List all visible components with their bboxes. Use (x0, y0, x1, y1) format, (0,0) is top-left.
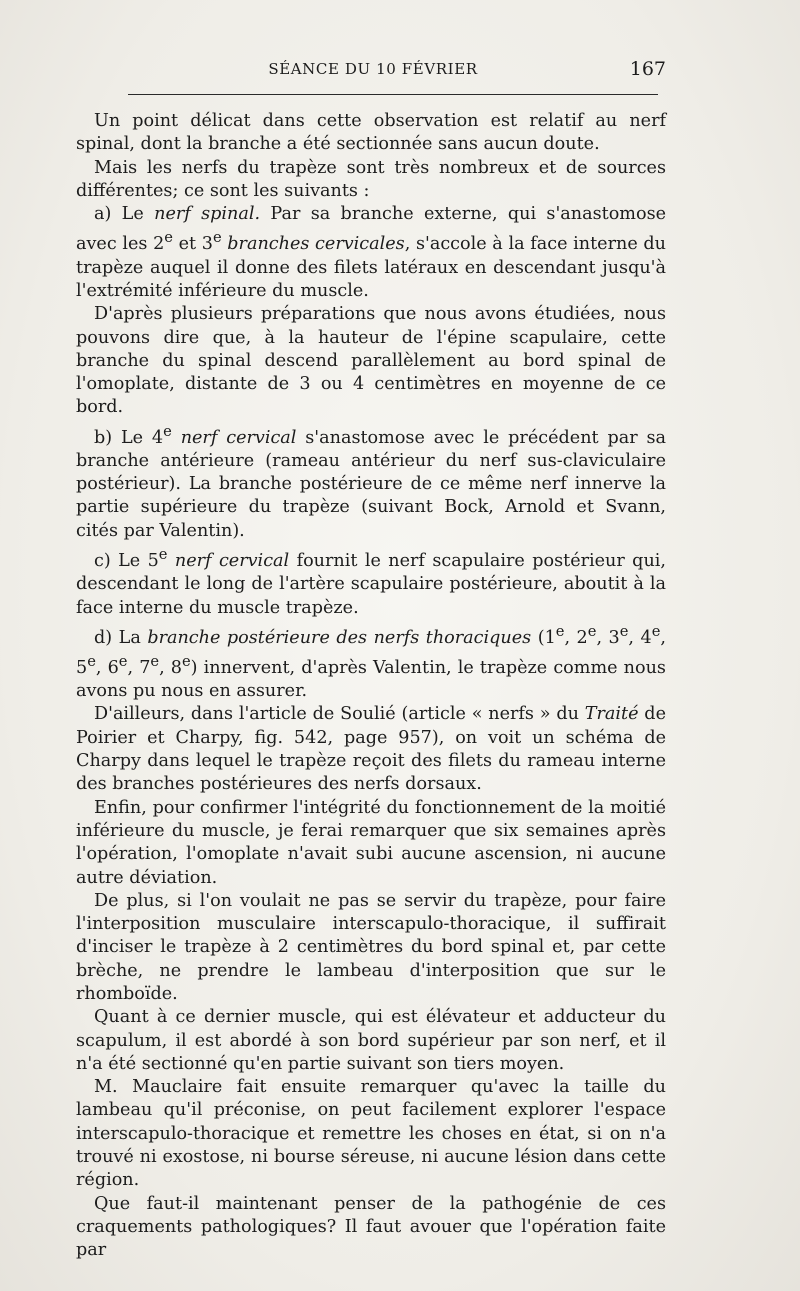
ordinal-sup: e (212, 229, 222, 247)
text-run: , 2 (564, 627, 588, 648)
page-number: 167 (629, 58, 666, 80)
text-run: , 8 (159, 657, 182, 678)
header-rule (128, 94, 658, 95)
text-run: et 3 (172, 234, 213, 255)
paragraph-13 (76, 1193, 666, 1263)
paragraph-12-text: M. Mauclaire fait ensuite remarquer qu'avec la taille du lambeau qu'il préconise, on peut facilement explorer l'espace interscapulo-thoracique et remettre les choses en état, si on n'a trouvé ni exostose, ni bourse séreuse, ni aucune lésion dans cette région. (76, 1077, 666, 1191)
ordinal-sup: e (181, 652, 191, 670)
text-run (172, 428, 181, 448)
text-run: , 6 (95, 657, 119, 678)
paragraph-13-text: Que faut-il maintenant penser de la pathogénie de ces craquements pathologiques? Il faut avouer que l'opération faite par (76, 1193, 666, 1261)
paragraph-4 (76, 303, 666, 419)
ordinal-sup: e (163, 422, 172, 440)
paragraph-6 (76, 543, 666, 620)
italic-term: nerf cervical (180, 427, 297, 448)
text-run: Par sa branche externe, qui s'anastomose avec les 2 (76, 204, 667, 255)
ordinal-sup: e (651, 622, 661, 640)
paragraph-1-text: Un point délicat dans cette observation est relatif au nerf spinal, dont la branche a été sectionnée sans aucun doute. (76, 111, 666, 155)
page-header (80, 58, 666, 88)
paragraph-10 (76, 890, 666, 1006)
ordinal-sup: e (158, 546, 168, 564)
paragraph-4-text: D'après plusieurs préparations que nous avons étudiées, nous pouvons dire que, à la hauteur de l'épine scapulaire, cette branche du spinal descend parallèlement au bord spinal de l'omoplate, distante de 3 ou 4 centimètres en moyenne de ce bord. (76, 304, 666, 418)
body-text (76, 110, 666, 1263)
paragraph-11 (76, 1006, 666, 1076)
text-run (167, 551, 174, 571)
paragraph-12 (76, 1076, 666, 1192)
ordinal-sup: e (587, 622, 597, 640)
text-run: s'anastomose avec le précédent par sa branche antérieure (rameau antérieur du nerf sus-claviculaire postérieur). La branche postérieure de ce même nerf innerve la partie supérieure du trapèze (suivant Bock, Arnold et Svann, cités par Valentin). (76, 427, 666, 541)
text-run: , 3 (596, 627, 620, 648)
ordinal-sup: e (555, 622, 565, 640)
text-run: a) Le (94, 204, 155, 225)
text-run: d) La (94, 627, 148, 648)
text-run: fournit le nerf scapulaire postérieur qui, descendant le long de l'artère scapulaire postérieure, aboutit à la face interne du muscle trapèze. (76, 550, 666, 618)
paragraph-2-text: Mais les nerfs du trapèze sont très nombreux et de sources différentes; ce sont les suivants : (76, 157, 666, 201)
paragraph-9-text: Enfin, pour confirmer l'intégrité du fonctionnement de la moitié inférieure du muscle, je ferai remarquer que six semaines après l'opération, l'omoplate n'avait subi aucune ascension, ni aucune autre déviation. (76, 797, 666, 888)
ordinal-sup: e (619, 622, 629, 640)
italic-term: nerf cervical (174, 550, 290, 571)
paragraph-5 (76, 420, 666, 543)
text-run: (1 (531, 627, 556, 648)
paragraph-2 (76, 157, 666, 204)
text-run: , 4 (628, 627, 652, 648)
text-run: b) Le 4 (94, 427, 164, 448)
ordinal-sup: e (150, 652, 160, 670)
paragraph-9 (76, 797, 666, 890)
ordinal-sup: e (87, 652, 96, 670)
text-run: ) innervent, d'après Valentin, le trapèze comme nous avons pu nous en assurer. (76, 657, 666, 702)
paragraph-3 (76, 203, 666, 303)
ordinal-sup: e (118, 652, 128, 670)
paragraph-7 (76, 620, 666, 704)
text-run: , 7 (127, 657, 151, 678)
italic-term: branches cervicales (227, 234, 405, 255)
running-head: SÉANCE DU 10 FÉVRIER (268, 60, 478, 78)
text-run: c) Le 5 (94, 550, 159, 571)
paragraph-1 (76, 110, 666, 157)
paragraph-10-text: De plus, si l'on voulait ne pas se servir du trapèze, pour faire l'interposition musculaire interscapulo-thoracique, il suffirait d'inciser le trapèze à 2 centimètres du bord spinal et, par cette brèche, ne prendre le lambeau d'interposition que sur le rhomboïde. (76, 890, 666, 1004)
italic-term: branche postérieure des nerfs thoraciques (147, 627, 532, 648)
italic-term: Traité (584, 704, 639, 725)
text-run: , 5 (76, 627, 666, 678)
paragraph-11-text: Quant à ce dernier muscle, qui est élévateur et adducteur du scapulum, il est abordé à son bord supérieur par son nerf, et il n'a été sectionné qu'en partie suivant son tiers moyen. (76, 1007, 666, 1074)
text-run: , s'accole à la face interne du trapèze auquel il donne des filets latéraux en descendant jusqu'à l'extrémité inférieure du muscle. (76, 234, 666, 301)
text-run: D'ailleurs, dans l'article de Soulié (article « nerfs » du (94, 704, 585, 725)
italic-term: nerf spinal. (154, 204, 261, 225)
ordinal-sup: e (164, 229, 173, 247)
paragraph-8 (76, 703, 666, 796)
text-run: de Poirier et Charpy, fig. 542, page 957), on voit un schéma de Charpy dans lequel le trapèze reçoit des filets du rameau interne des branches postérieures des nerfs dorsaux. (76, 704, 666, 795)
